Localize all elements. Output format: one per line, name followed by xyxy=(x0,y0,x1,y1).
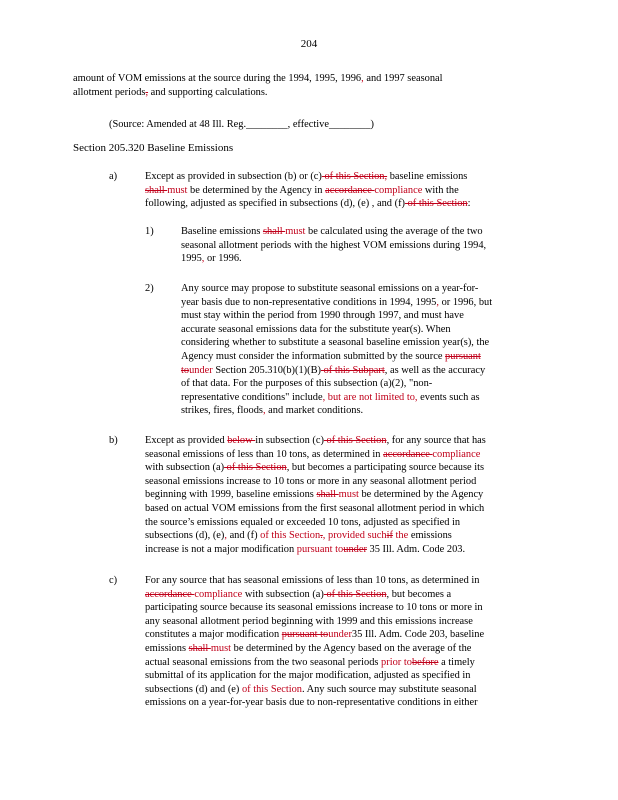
subsection-a2-text: Any source may propose to substitute seasonal emissions on a year-for- year basis due to non-representative conditions in 1994, 1995, or 1996, but must stay within the period from 1990 through 1997, and must have accurate seasonal emissions data for the substitute year(s). When considering whether to substitute a seasonal baseline emission year(s), the Agency must consider the information submitted by the source pursuant tounder Section 205.310(b)(1)(B) of this Subpart, as well as the accuracy of that data. For the purposes of this subsection (a)(2), "non- representative conditions" include, but are not limited to, events such as strikes, fires, floods, and market conditions. xyxy=(181,283,493,417)
page-number: 204 xyxy=(300,38,318,50)
intro-paragraph: amount of VOM emissions at the source during the 1994, 1995, 1996, and 1997 seasonal allotment periods, and supporting calculations. xyxy=(73,73,443,98)
subsection-c-label: c) xyxy=(109,575,118,586)
subsection-a1-text: Baseline emissions shall must be calculated using the average of the two seasonal allotment periods with the highest VOM emissions during 1994, 1995, or 1996. xyxy=(181,226,487,265)
subsection-a-text: Except as provided in subsection (b) or (c) of this Section, baseline emissions shall must be determined by the Agency in accordance compliance with the following, adjusted as specified in subsections (d), (e) , and (f) of this Section: xyxy=(145,171,471,210)
subsection-b-label: b) xyxy=(109,435,118,446)
subsection-a1-label: 1) xyxy=(145,226,154,237)
source-note: (Source: Amended at 48 Ill. Reg.________, effective________) xyxy=(109,119,374,130)
subsection-a-label: a) xyxy=(109,171,118,182)
section-heading: Section 205.320 Baseline Emissions xyxy=(73,142,234,154)
subsection-c-text: For any source that has seasonal emissions of less than 10 tons, as determined in accordance compliance with subsection (a) of this Section, but becomes a participating source because its seasonal emissions increase to 10 tons or more in any seasonal allotment period beginning with 1999 and this emissions increase constitutes a major modification pursuant tounder35 Ill. Adm. Code 203, baseline emissions shall must be determined by the Agency based on the average of the actual seasonal emissions from the two seasonal periods prior tobefore a timely submittal of its application for the major modification, adjusted as specified in subsections (d) and (e) of this Section. Any such source may substitute seasonal emissions on a year-for-year basis due to non-representative conditions in either xyxy=(145,575,485,709)
subsection-a2-label: 2) xyxy=(145,283,154,294)
subsection-b-text: Except as provided below in subsection (c) of this Section, for any source that has seasonal emissions of less than 10 tons, as determined in accordance compliance with subsection (a) of this Section, but becomes a participating source because its seasonal emissions increase to 10 tons or more in any seasonal allotment period beginning with 1999, baseline emissions shall must be determined by the Agency based on actual VOM emissions from the first seasonal allotment period in which the source’s emissions equaled or exceeded 10 tons, adjusted as specified in subsections (d), (e), and (f) of this Section., provided suchif the emissions increase is not a major modification pursuant tounder 35 Ill. Adm. Code 203. xyxy=(145,435,486,555)
